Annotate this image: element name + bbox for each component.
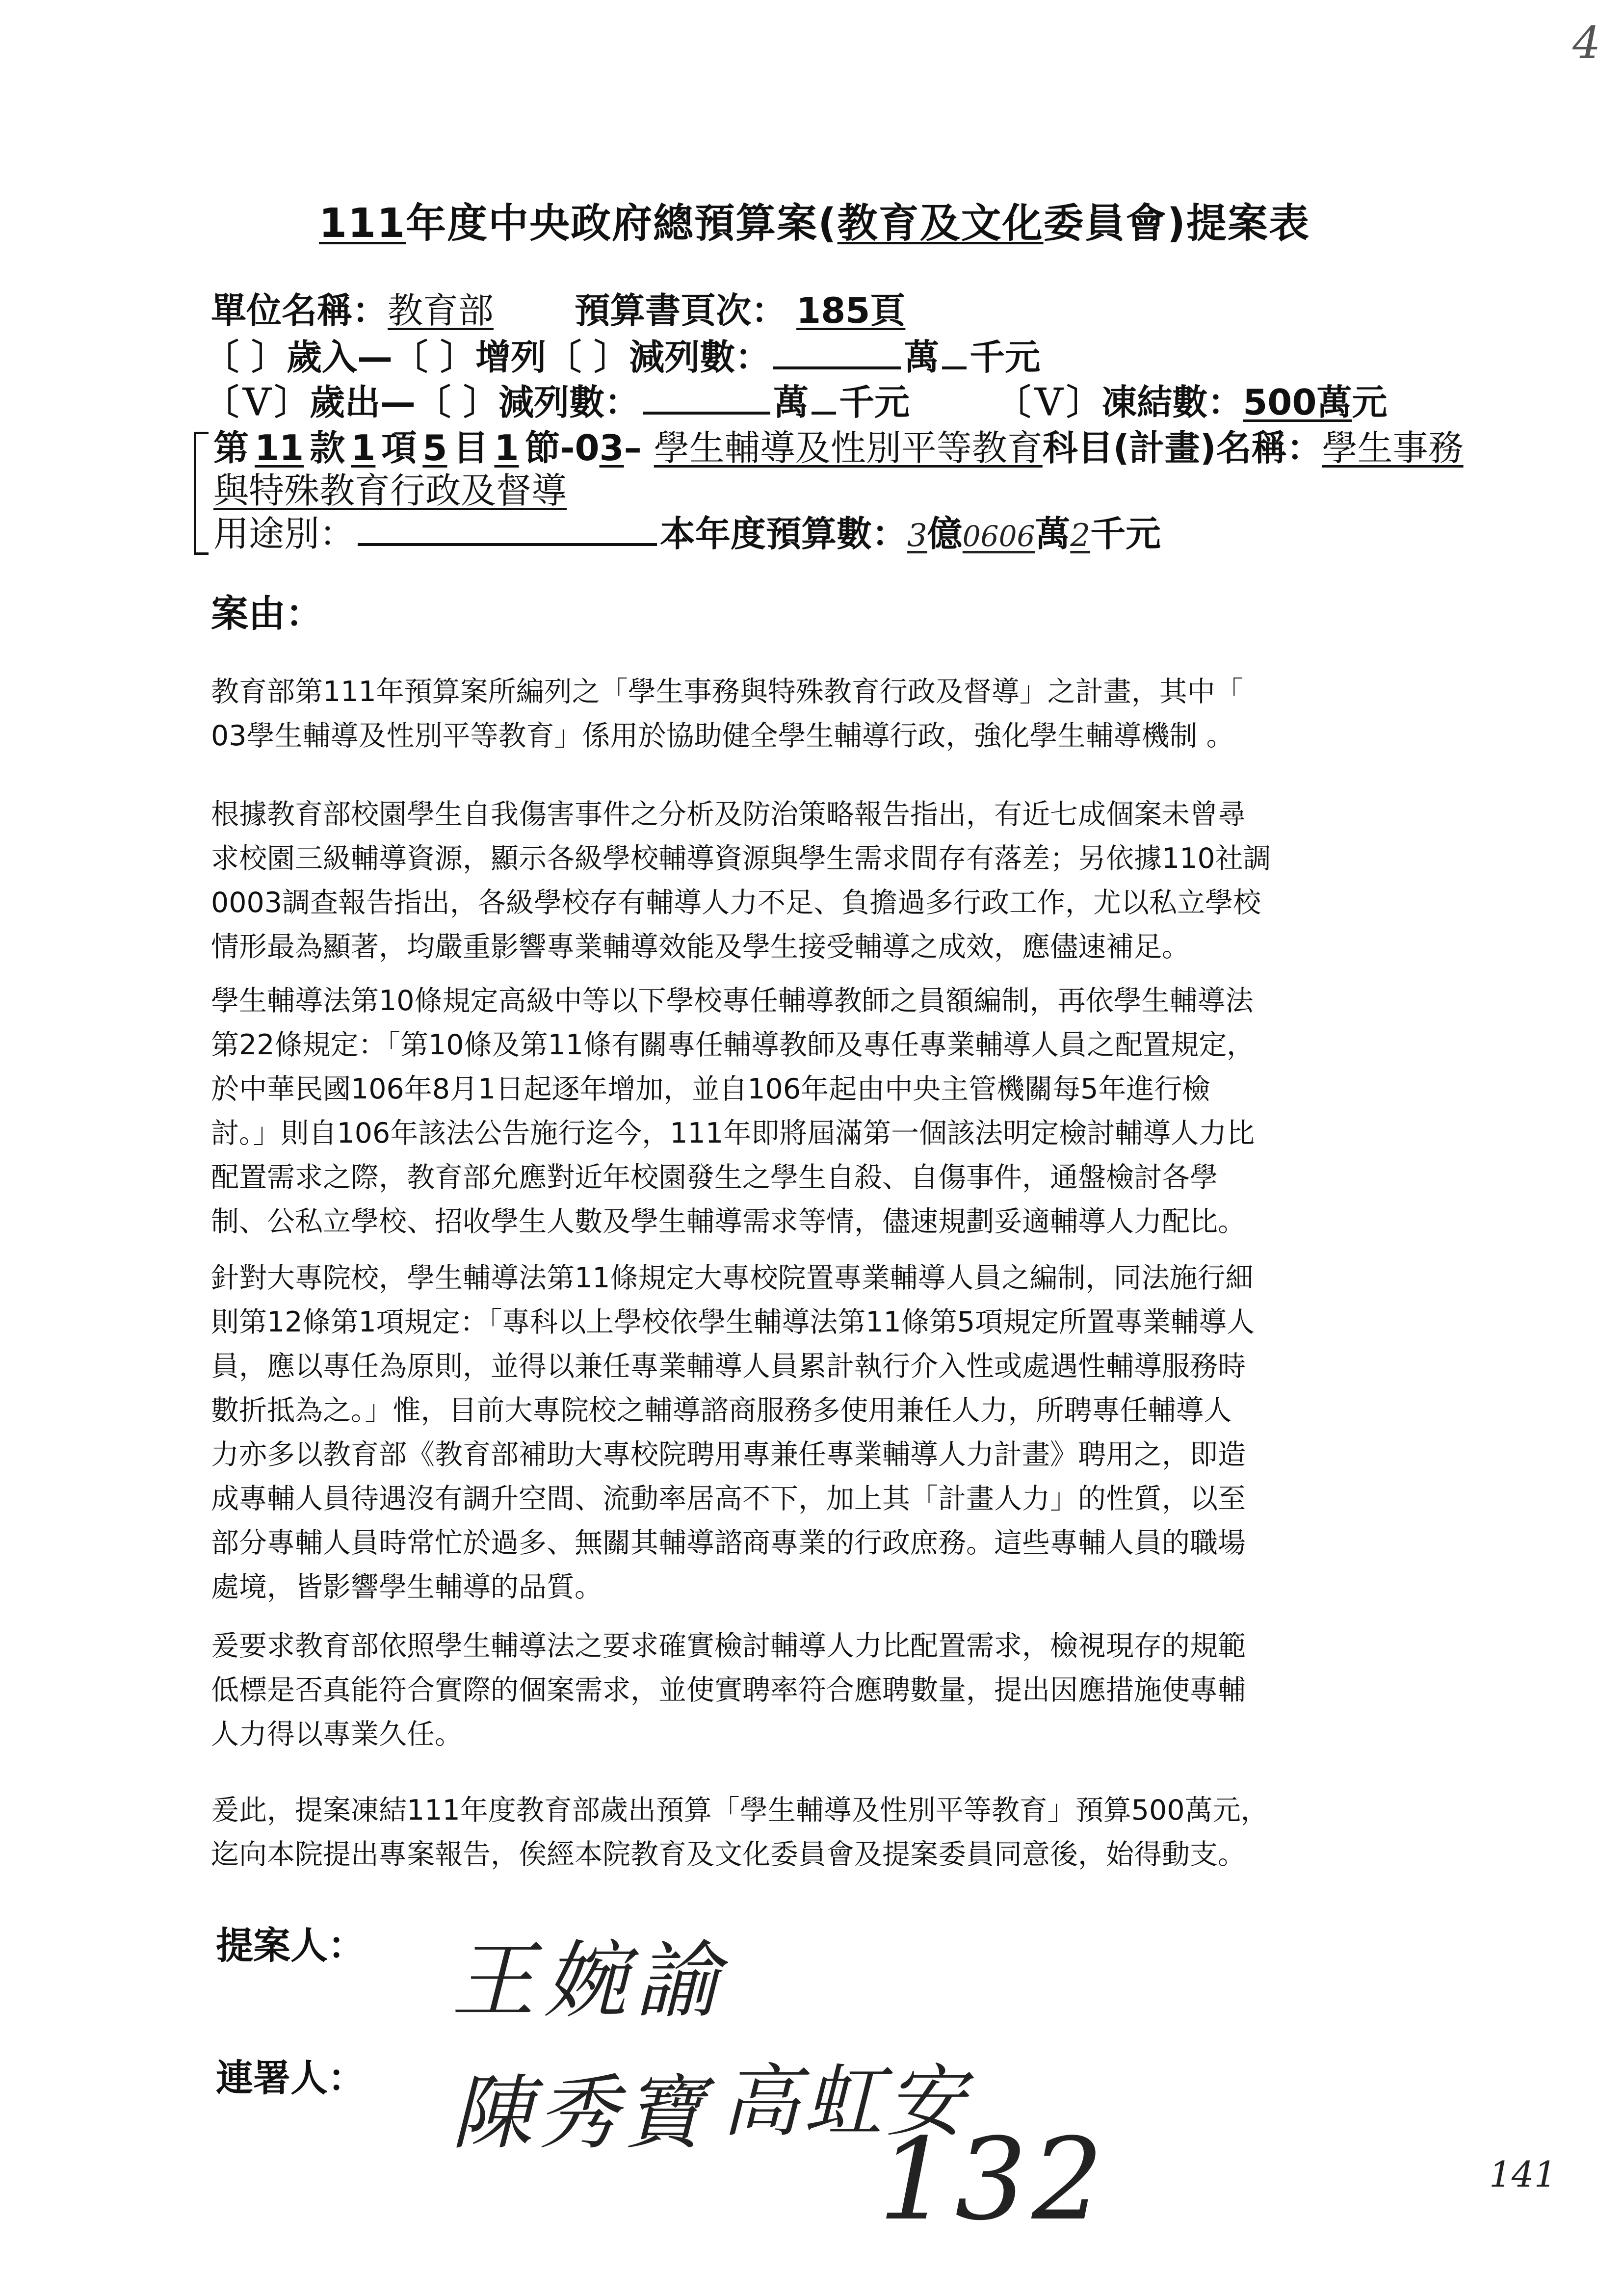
expenditure-row [204,374,1388,425]
paragraph-line: 爰要求教育部依照學生輔導法之要求確實檢討輔導人力比配置需求，檢視現存的規範 [211,1630,1246,1662]
title-committee: 教育及文化 [837,200,1044,247]
budget-hand-3: 2 [1070,518,1091,554]
paragraph-line: 人力得以專業久任。 [211,1718,463,1750]
revenue-text: 〔 〕歲入—〔 〕增列〔 〕減列數： [204,337,771,378]
paragraph-line: 第22條規定：「第10條及第11條有關專任輔導教師及專任專業輔導人員之配置規定， [211,1029,1255,1061]
item-name-value-2: 與特殊教育行政及督導 [213,470,567,511]
expenditure-wan-blank [643,407,770,415]
budget-row [213,505,1161,556]
unit-row [211,282,905,333]
budget-hand-2: 0606 [962,520,1035,553]
paragraph-line: 處境，皆影響學生輔導的品質。 [211,1571,602,1603]
expenditure-thousand: 千元 [839,382,910,423]
budget-tail: 千元 [1090,513,1161,554]
paragraph-line: 力亦多以教育部《教育部補助大專校院聘用專兼任專業輔導人力計畫》聘用之，即造 [211,1438,1246,1471]
item-mu: 5 [422,427,447,469]
use-label: 用途別： [213,513,355,554]
page-title [319,191,1310,249]
budget-hand-1: 3 [907,518,927,554]
item-sub-name: 學生輔導及性別平等教育 [654,427,1043,469]
paragraph-6 [211,1788,1457,1877]
title-year: 111 [319,200,406,247]
proposer-label: 提案人： [216,1924,365,1967]
paragraph-line: 根據教育部校園學生自我傷害事件之分析及防治策略報告指出，有近七成個案未曾尋 [211,798,1246,831]
handwritten-number: 132 [878,2114,1108,2245]
item-prefix: 第 [213,427,249,469]
item-xiang: 1 [351,427,376,469]
budget-mid-2: 萬 [1035,513,1071,554]
item-sub: 3 [599,427,624,469]
corner-number-mark: 141 [1489,2154,1557,2195]
item-bracket-bottom [194,552,209,555]
title-part2: 委員會)提案表 [1043,200,1310,247]
reason-heading: 案由： [211,592,323,635]
item-name-label: 科目(計畫)名稱： [1042,427,1322,469]
paragraph-line: 情形最為顯著，均嚴重影響專業輔導效能及學生接受輔導之成效，應儘速補足。 [211,931,1190,963]
paragraph-1 [211,670,1457,758]
cosigner-signature-2: 高虹安 [721,2056,969,2147]
paragraph-line: 討。」則自106年該法公告施行迄今，111年即將屆滿第一個該法明定檢討輔導人力比 [211,1117,1255,1149]
expenditure-wan: 萬 [773,382,809,423]
revenue-thousand: 千元 [969,337,1041,378]
paragraph-line: 03學生輔導及性別平等教育」係用於協助健全學生輔導行政，強化學生輔導機制 。 [211,720,1234,752]
item-kuan-label: 款 [310,427,345,469]
paragraph-line: 爰此，提案凍結111年度教育部歲出預算「學生輔導及性別平等教育」預算500萬元， [211,1794,1269,1826]
revenue-thousand-blank [942,362,967,369]
paragraph-line: 低標是否真能符合實際的個案需求，並使實聘率符合應聘數量，提出因應措施使專輔 [211,1674,1246,1706]
item-jie: 1 [494,427,519,469]
paragraph-line: 配置需求之際，教育部允應對近年校園發生之學生自殺、自傷事件，通盤檢討各學 [211,1161,1218,1194]
expenditure-thousand-blank [812,407,836,415]
item-kuan: 11 [255,427,304,469]
paragraph-line: 針對大專院校，學生輔導法第11條規定大專校院置專業輔導人員之編制，同法施行細 [211,1262,1254,1294]
paragraph-line: 成專輔人員待遇沒有調升空間、流動率居高不下，加上其「計畫人力」的性質，以至 [211,1483,1246,1515]
paragraph-line: 0003調查報告指出，各級學校存有輔導人力不足、負擔過多行政工作，尤以私立學校 [211,887,1261,919]
freeze-value: 500萬 [1243,382,1352,423]
unit-label: 單位名稱： [211,290,388,331]
item-jie-label: 節-0 [524,427,600,469]
paragraph-line: 則第12條第1項規定：「專科以上學校依學生輔導法第11條第5項規定所置專業輔導人 [211,1306,1255,1338]
item-bracket [194,432,196,554]
page-value: 185頁 [796,290,906,331]
paragraph-line: 求校園三級輔導資源，顯示各級學校輔導資源與學生需求間存有落差；另依據110社調 [211,842,1271,875]
page-number-mark: 4 [1572,17,1601,69]
item-sub-dash: – [624,427,654,469]
unit-value: 教育部 [388,290,494,331]
freeze-label: 〔Ｖ〕凍結數： [995,382,1243,423]
title-part1: 年度中央政府總預算案( [406,200,838,247]
paragraph-3 [211,979,1457,1244]
revenue-wan-blank [773,362,901,369]
expenditure-text: 〔Ｖ〕歲出—〔 〕減列數： [204,382,640,423]
freeze-unit: 元 [1352,382,1388,423]
paragraph-line: 迄向本院提出專案報告，俟經本院教育及文化委員會及提案委員同意後，始得動支。 [211,1838,1246,1871]
use-blank [358,538,657,546]
item-mu-label: 目 [453,427,489,469]
paragraph-line: 部分專輔人員時常忙於過多、無關其輔導諮商專業的行政庶務。這些專輔人員的職場 [211,1527,1246,1559]
budget-label: 本年度預算數： [660,513,908,554]
revenue-wan: 萬 [904,337,940,378]
paragraph-line: 於中華民國106年8月1日起逐年增加，並自106年起由中央主管機關每5年進行檢 [211,1073,1210,1105]
paragraph-4 [211,1256,1457,1609]
item-bracket-top [194,432,209,434]
item-xiang-label: 項 [381,427,417,469]
paragraph-line: 數折抵為之。」惟，目前大專院校之輔導諮商服務多使用兼任人力，所聘專任輔導人 [211,1394,1232,1427]
budget-mid-1: 億 [927,513,963,554]
proposer-signature: 王婉諭 [451,1932,729,2030]
paragraph-line: 學生輔導法第10條規定高級中等以下學校專任輔導教師之員額編制，再依學生輔導法 [211,985,1254,1017]
paragraph-line: 教育部第111年預算案所編列之「學生事務與特殊教育行政及督導」之計畫，其中「 [211,676,1243,708]
page-label: 預算書頁次： [575,290,787,331]
paragraph-line: 制、公私立學校、招收學生人數及學生輔導需求等情，儘速規劃妥適輔導人力配比。 [211,1205,1246,1238]
paragraph-5 [211,1624,1457,1756]
revenue-row [204,329,1040,380]
cosigner-signature-1: 陳秀寶 [451,2066,709,2160]
item-name-value-1: 學生事務 [1322,427,1464,469]
cosigner-label: 連署人： [216,2056,365,2100]
paragraph-2 [211,792,1457,969]
paragraph-line: 員，應以專任為原則，並得以兼任專業輔導人員累計執行介入性或處遇性輔導服務時 [211,1350,1246,1383]
